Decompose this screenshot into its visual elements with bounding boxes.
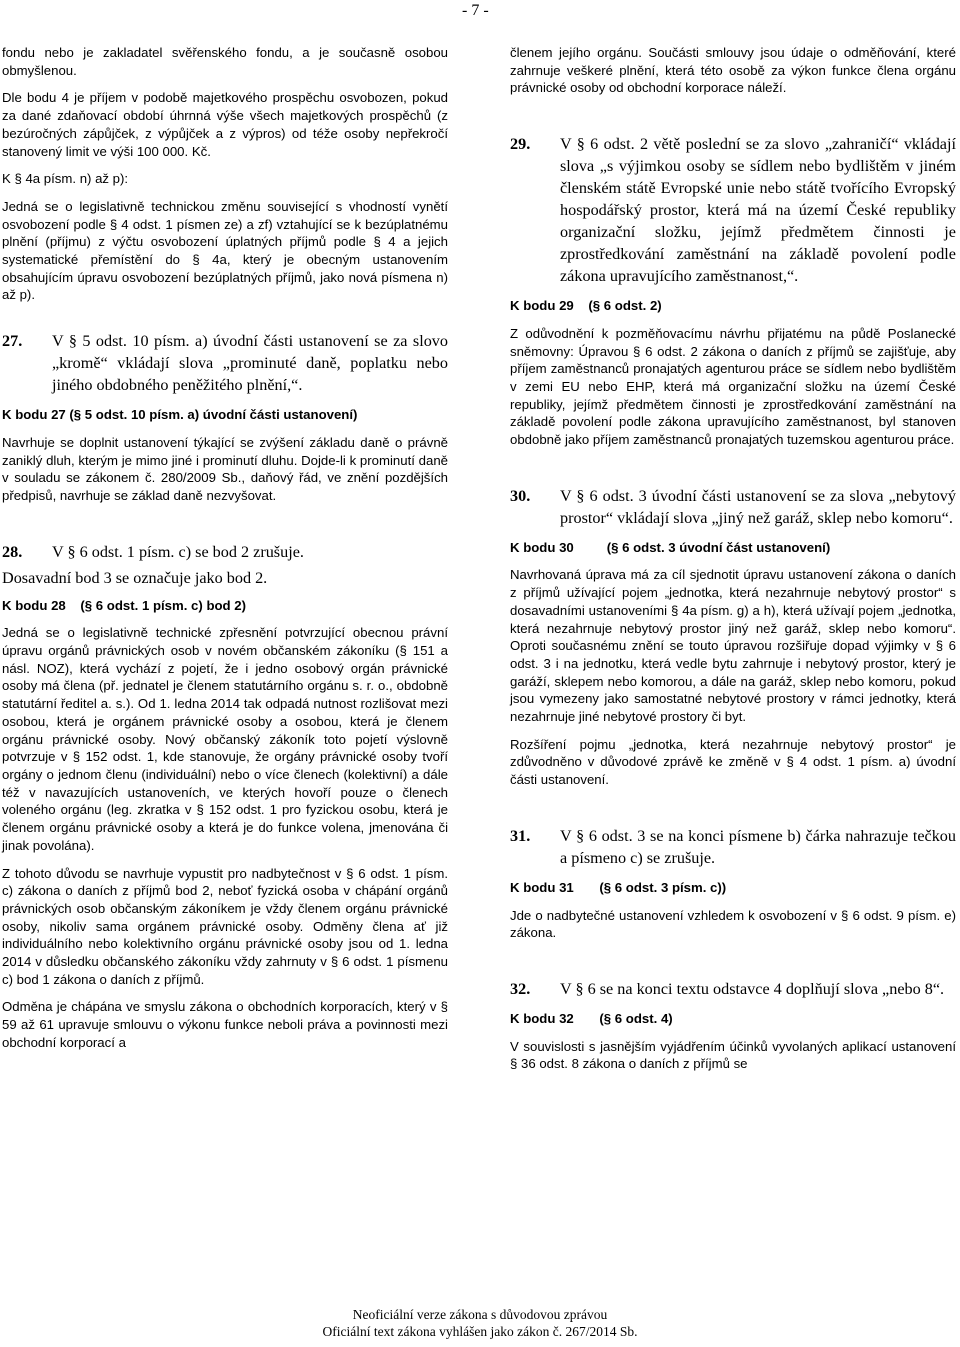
commentary-heading: K bodu 30 (§ 6 odst. 3 úvodní část ustanovení) (510, 539, 831, 555)
amendment-text: V § 6 odst. 3 úvodní části ustanovení se za slova „nebytový prostor“ vkládají slova „jiný než garáž, sklep nebo komoru“. (560, 486, 956, 527)
amendment-text-continued: Dosavadní bod 3 se označuje jako bod 2. (2, 568, 268, 587)
page-number: - 7 - (462, 2, 489, 19)
amendment-number: 29. (510, 135, 531, 154)
amendment-text: V § 6 odst. 1 písm. c) se bod 2 zrušuje. (52, 542, 304, 561)
page-footer (0, 1306, 960, 1340)
paragraph: Rozšíření pojmu „jednotka, která nezahrnuje nebytový prostor“ je zdůvodněno v důvodové zprávě ke změně v § 4 odst. 1 písm. a) úvodní části ustanovení. (510, 736, 956, 788)
footer-line: Oficiální text zákona vyhlášen jako zákon č. 267/2014 Sb. (322, 1324, 638, 1339)
paragraph: členem jejího orgánu. Součásti smlouvy jsou údaje o odměňování, které zahrnuje veškeré plnění, která této osobě za výkon funkce člena orgánu právnické osoby od obchodní korporace náleží. (510, 45, 956, 96)
amendment-number: 31. (510, 826, 531, 845)
commentary-heading: K bodu 27 (§ 5 odst. 10 písm. a) úvodní části ustanovení) (2, 407, 358, 423)
paragraph: Jedná se o legislativně technické zpřesnění potvrzující obecnou právní úpravu orgánů právnických osob v novém občanském zákoníku (§ 151 a násl. NOZ), která vychází z pojetí, že i jedno osobový orgán právnické osoby má člena (př. jednatel je členem statutárního orgánu s. r. o., obdobně statutární ředitel a. s.). Od 1. ledna 2014 tak odpadá nutnost rozlišovat mezi osobou, která je orgánem právnické osoby a osobou, která je členem orgánu právnické osoby. Nový občanský zákoník toto pojetí výslovně potvrzuje v § 152 odst. 1, kde stanovuje, že orgány právnické osoby tvoří orgány o jednom členu (individuální) nebo o více členech (kolektivní) a dále též v navazujících ustanoveních, ve kterých hovoří pouze o členech voleného orgánu (leg. zkratka v § 152 odst. 1 pro fyzickou osobu, která je členem orgánu právnické osoby a která je do funkce volena, jmenována či jinak povolána). (2, 625, 448, 853)
amendment-27 (2, 330, 448, 396)
section-heading: K § 4a písm. n) až p): (2, 171, 129, 187)
right-column (510, 44, 956, 1083)
amendment-text: V § 6 odst. 3 se na konci písmene b) čárka nahrazuje tečkou a písmeno c) se zrušuje. (560, 826, 956, 867)
amendment-30 (510, 485, 956, 529)
amendment-29 (510, 133, 956, 287)
paragraph: Jde o nadbytečné ustanovení vzhledem k osvobození v § 6 odst. 9 písm. e) zákona. (510, 907, 956, 941)
amendment-number: 28. (2, 542, 23, 561)
commentary-heading: K bodu 28 (§ 6 odst. 1 písm. c) bod 2) (2, 597, 247, 613)
paragraph: Navrhuje se doplnit ustanovení týkající se zvýšení základu daně o právně zaniklý dluh, kterým je mimo jiné i prominutí dluhu. Dojde-li k prominutí daně v souladu se zákonem č. 280/2009 Sb., daňový řád, ve znění pozdějších předpisů, navrhuje se základ daně nezvyšovat. (2, 434, 448, 503)
left-column (2, 44, 448, 1062)
paragraph: Navrhovaná úprava má za cíl sjednotit úpravu ustanovení zákona o daních z příjmů užívající pojem „jednotka, která nezahrnuje nebytový prostor“ s dosavadními ustanoveními § 4a písm. g) a h), která užívají pojem „jednotka, která nezahrnuje nebytový prostor jiný než garáž, sklep nebo komoru“. Oproti současnému znění se touto úpravou rozšiřuje dopad výjimky v § 6 odst. 3 i na jednotku, která vedle bytu zahrnuje i nebytový prostor, který je garáží, sklepem nebo komorou, a dále na garáž, sklep nebo komoru, pokud jsou vymezeny jako samostatné nebytové prostory v rámci jednotky, která nezahrnuje jiné nebytové prostory či byt. (510, 567, 956, 725)
amendment-31 (510, 825, 956, 869)
amendment-text: V § 5 odst. 10 písm. a) úvodní části ustanovení se za slovo „kromě“ vkládají slova „prominuté daně, poplatku nebo jiného obdobného peněžitého plnění,“. (52, 332, 448, 395)
paragraph: Z tohoto důvodu se navrhuje vypustit pro nadbytečnost v § 6 odst. 1 písm. c) zákona o daních z příjmů bod 2, neboť fyzická osoba v chápání orgánů právnických osob občanským zákoníkem je vždy členem orgánu právnické osoby, nikoliv sama orgánem právnické osoby. Odměny člena ať již individuálního nebo kolektivního orgánu právnické osoby jsou od 1. ledna 2014 v důsledku občanského zákoníku vždy zahrnuty v § 6 odst. 1 písmenu c) bod 1 zákona o daních z příjmů. (2, 865, 448, 987)
paragraph: Jedná se o legislativně technickou změnu související s vhodností vynětí osvobození podle § 4 odst. 1 písmen ze) a zf) vztahující se k bezúplatnému plnění (příjmu) z výčtu osvobození úplatných příjmů podle § 4 a jejich systematické přemístění do § 4a, který je obecným ustanovením obsahujícím úpravu osvobození bezúplatných příjmů, jako nová písmena n) až p). (2, 198, 448, 303)
paragraph: fondu nebo je zakladatel svěřenského fondu, a je současně osobou obmyšlenou. (2, 45, 448, 78)
paragraph: Odměna je chápána ve smyslu zákona o obchodních korporacích, který v § 59 až 61 upravuje smlouvu o výkonu funkce neboli práva a povinnosti mezi obchodní korporací a (2, 999, 448, 1050)
amendment-number: 32. (510, 979, 531, 998)
paragraph: Dle bodu 4 je příjem v podobě majetkového prospěchu osvobozen, pokud za dané zdaňovací období úhrnná výše všech majetkových prospěchů (z bezúročných zápůjček, z výpůjček a z výpros) od téže osoby nepřekročí stanovený limit ve výši 100 000. Kč. (2, 90, 448, 159)
amendment-28 (2, 541, 448, 563)
amendment-text: V § 6 odst. 2 větě poslední se za slovo „zahraničí“ vkládají slova „s výjimkou osoby se sídlem nebo bydlištěm v jiném členském státě Evropské unie nebo státě tvořícího Evropský hospodářský prostor, která má na území České republiky organizační složku, jejímž předmětem činnosti je zprostředkování zaměstnání na základě povolení podle zákona upravujícího zaměstnanost,“. (560, 135, 956, 286)
commentary-heading: K bodu 32 (§ 6 odst. 4) (510, 1010, 673, 1026)
amendment-number: 30. (510, 486, 531, 505)
commentary-heading: K bodu 29 (§ 6 odst. 2) (510, 298, 662, 314)
commentary-heading: K bodu 31 (§ 6 odst. 3 písm. c)) (510, 879, 727, 895)
amendment-text: V § 6 se na konci textu odstavce 4 doplňují slova „nebo 8“. (560, 979, 945, 998)
paragraph: Z odůvodnění k pozměňovacímu návrhu přijatému na půdě Poslanecké sněmovny: Úpravou § 6 odst. 2 zákona o daních z příjmů se zajišťuje, aby příjem zaměstnanců pronajatých agenturou práce se sídlem nebo bydlištěm v zemi EU nebo EHP, která má organizační složku na území České republiky, jejímž předmětem činnosti je zprostředkování zaměstnání na základě povolení podle zákona upravujícího zaměstnanost, byl stanoven obdobně jako příjem zaměstnanců pronajatých tuzemskou agenturou práce. (510, 325, 956, 448)
footer-line: Neoficiální verze zákona s důvodovou zprávou (352, 1307, 608, 1322)
amendment-number: 27. (2, 332, 23, 351)
paragraph: V souvislosti s jasnějším vyjádřením účinků vyvolaných aplikací ustanovení § 36 odst. 8 zákona o daních z příjmů se (510, 1038, 956, 1072)
amendment-32 (510, 978, 956, 1000)
